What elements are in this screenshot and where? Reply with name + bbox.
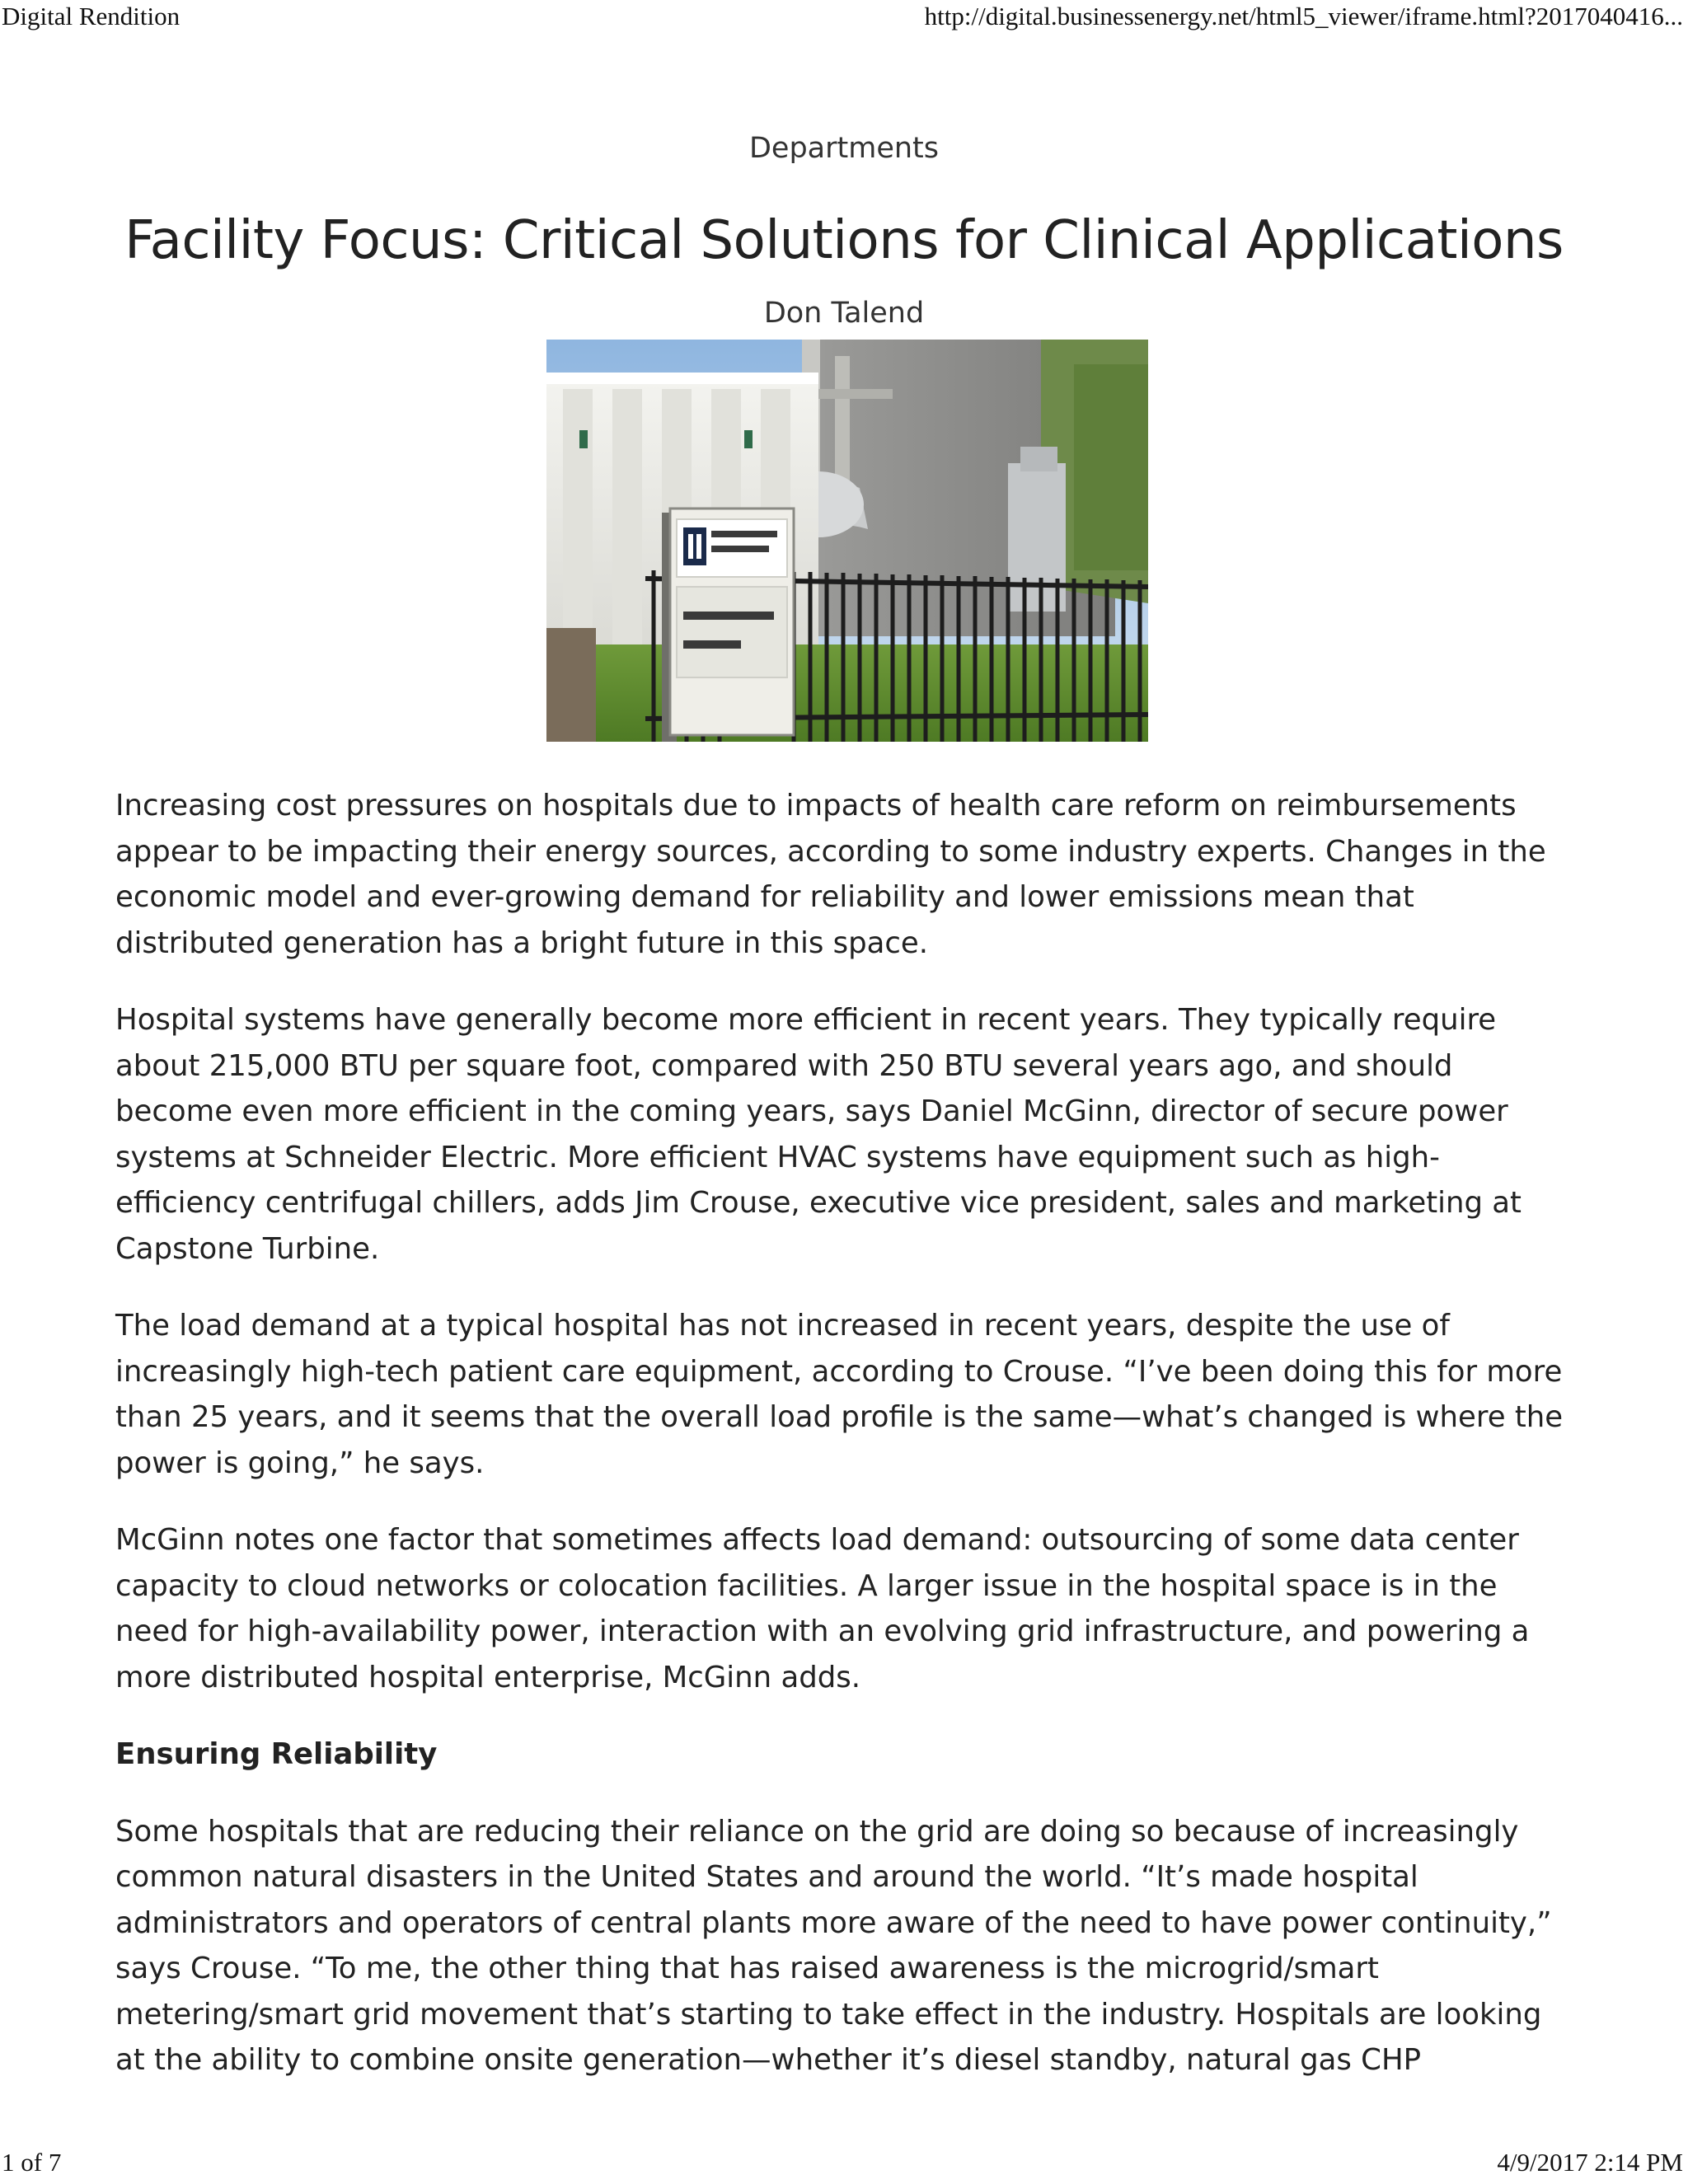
print-header — [0, 2, 1688, 35]
paragraph: Some hospitals that are reducing their reliance on the grid are doing so because of increasingly common natural disasters in the United States and around the world. “It’s made hospital administrators and operators of central plants more aware of the need to have power continuity,” says Crouse. “To me, the other thing that has raised awareness is the microgrid/smart metering/smart grid movement that’s starting to take effect in the industry. Hospitals are looking at the ability to combine onsite generation—whether it’s diesel standby, natural gas CHP — [115, 1814, 1552, 2077]
print-header-title: Digital Rendition — [2, 2, 181, 30]
paragraph: Hospital systems have generally become more efficient in recent years. They typically require about 215,000 BTU per square foot, compared with 250 BTU several years ago, and should become even more efficient in the coming years, says Daniel McGinn, director of secure power systems at Schneider Electric. More efficient HVAC systems have equipment such as high-efficiency centrifugal chillers, adds Jim Crouse, executive vice president, sales and marketing at Capstone Turbine. — [115, 1003, 1522, 1266]
print-footer — [0, 2148, 1688, 2181]
article-title: Facility Focus: Critical Solutions for Clinical Applications — [124, 210, 1564, 271]
page-counter: 1 of 7 — [2, 2148, 62, 2177]
article-author: Don Talend — [763, 297, 925, 330]
paragraph: McGinn notes one factor that sometimes affects load demand: outsourcing of some data center capacity to cloud networks or colocation facilities. A larger issue in the hospital space is in the need for high-availability power, interaction with an evolving grid infrastructure, and powering a more distributed hospital enterprise, McGinn adds. — [115, 1523, 1530, 1694]
print-timestamp: 4/9/2017 2:14 PM — [1497, 2148, 1683, 2177]
department-label: Departments — [748, 132, 940, 165]
article-body — [115, 783, 1573, 2115]
section-heading: Ensuring Reliability — [115, 1737, 438, 1771]
cogeneration-facility-photo — [546, 340, 1148, 742]
print-header-url: http://digital.businessenergy.net/html5_viewer/iframe.html?2017040416... — [924, 2, 1683, 30]
paragraph: Increasing cost pressures on hospitals due to impacts of health care reform on reimbursements appear to be impacting their energy sources, according to some industry experts. Changes in the economic model and ever-growing demand for reliability and lower emissions mean that distributed generation has a bright future in this space. — [115, 789, 1546, 960]
article — [115, 124, 1573, 2077]
paragraph: The load demand at a typical hospital has not increased in recent years, despite the use of increasingly high-tech patient care equipment, according to Crouse. “I’ve been doing this for more than 25 years, and it seems that the overall load profile is the same—what’s changed is where the power is going,” he says. — [115, 1309, 1564, 1480]
